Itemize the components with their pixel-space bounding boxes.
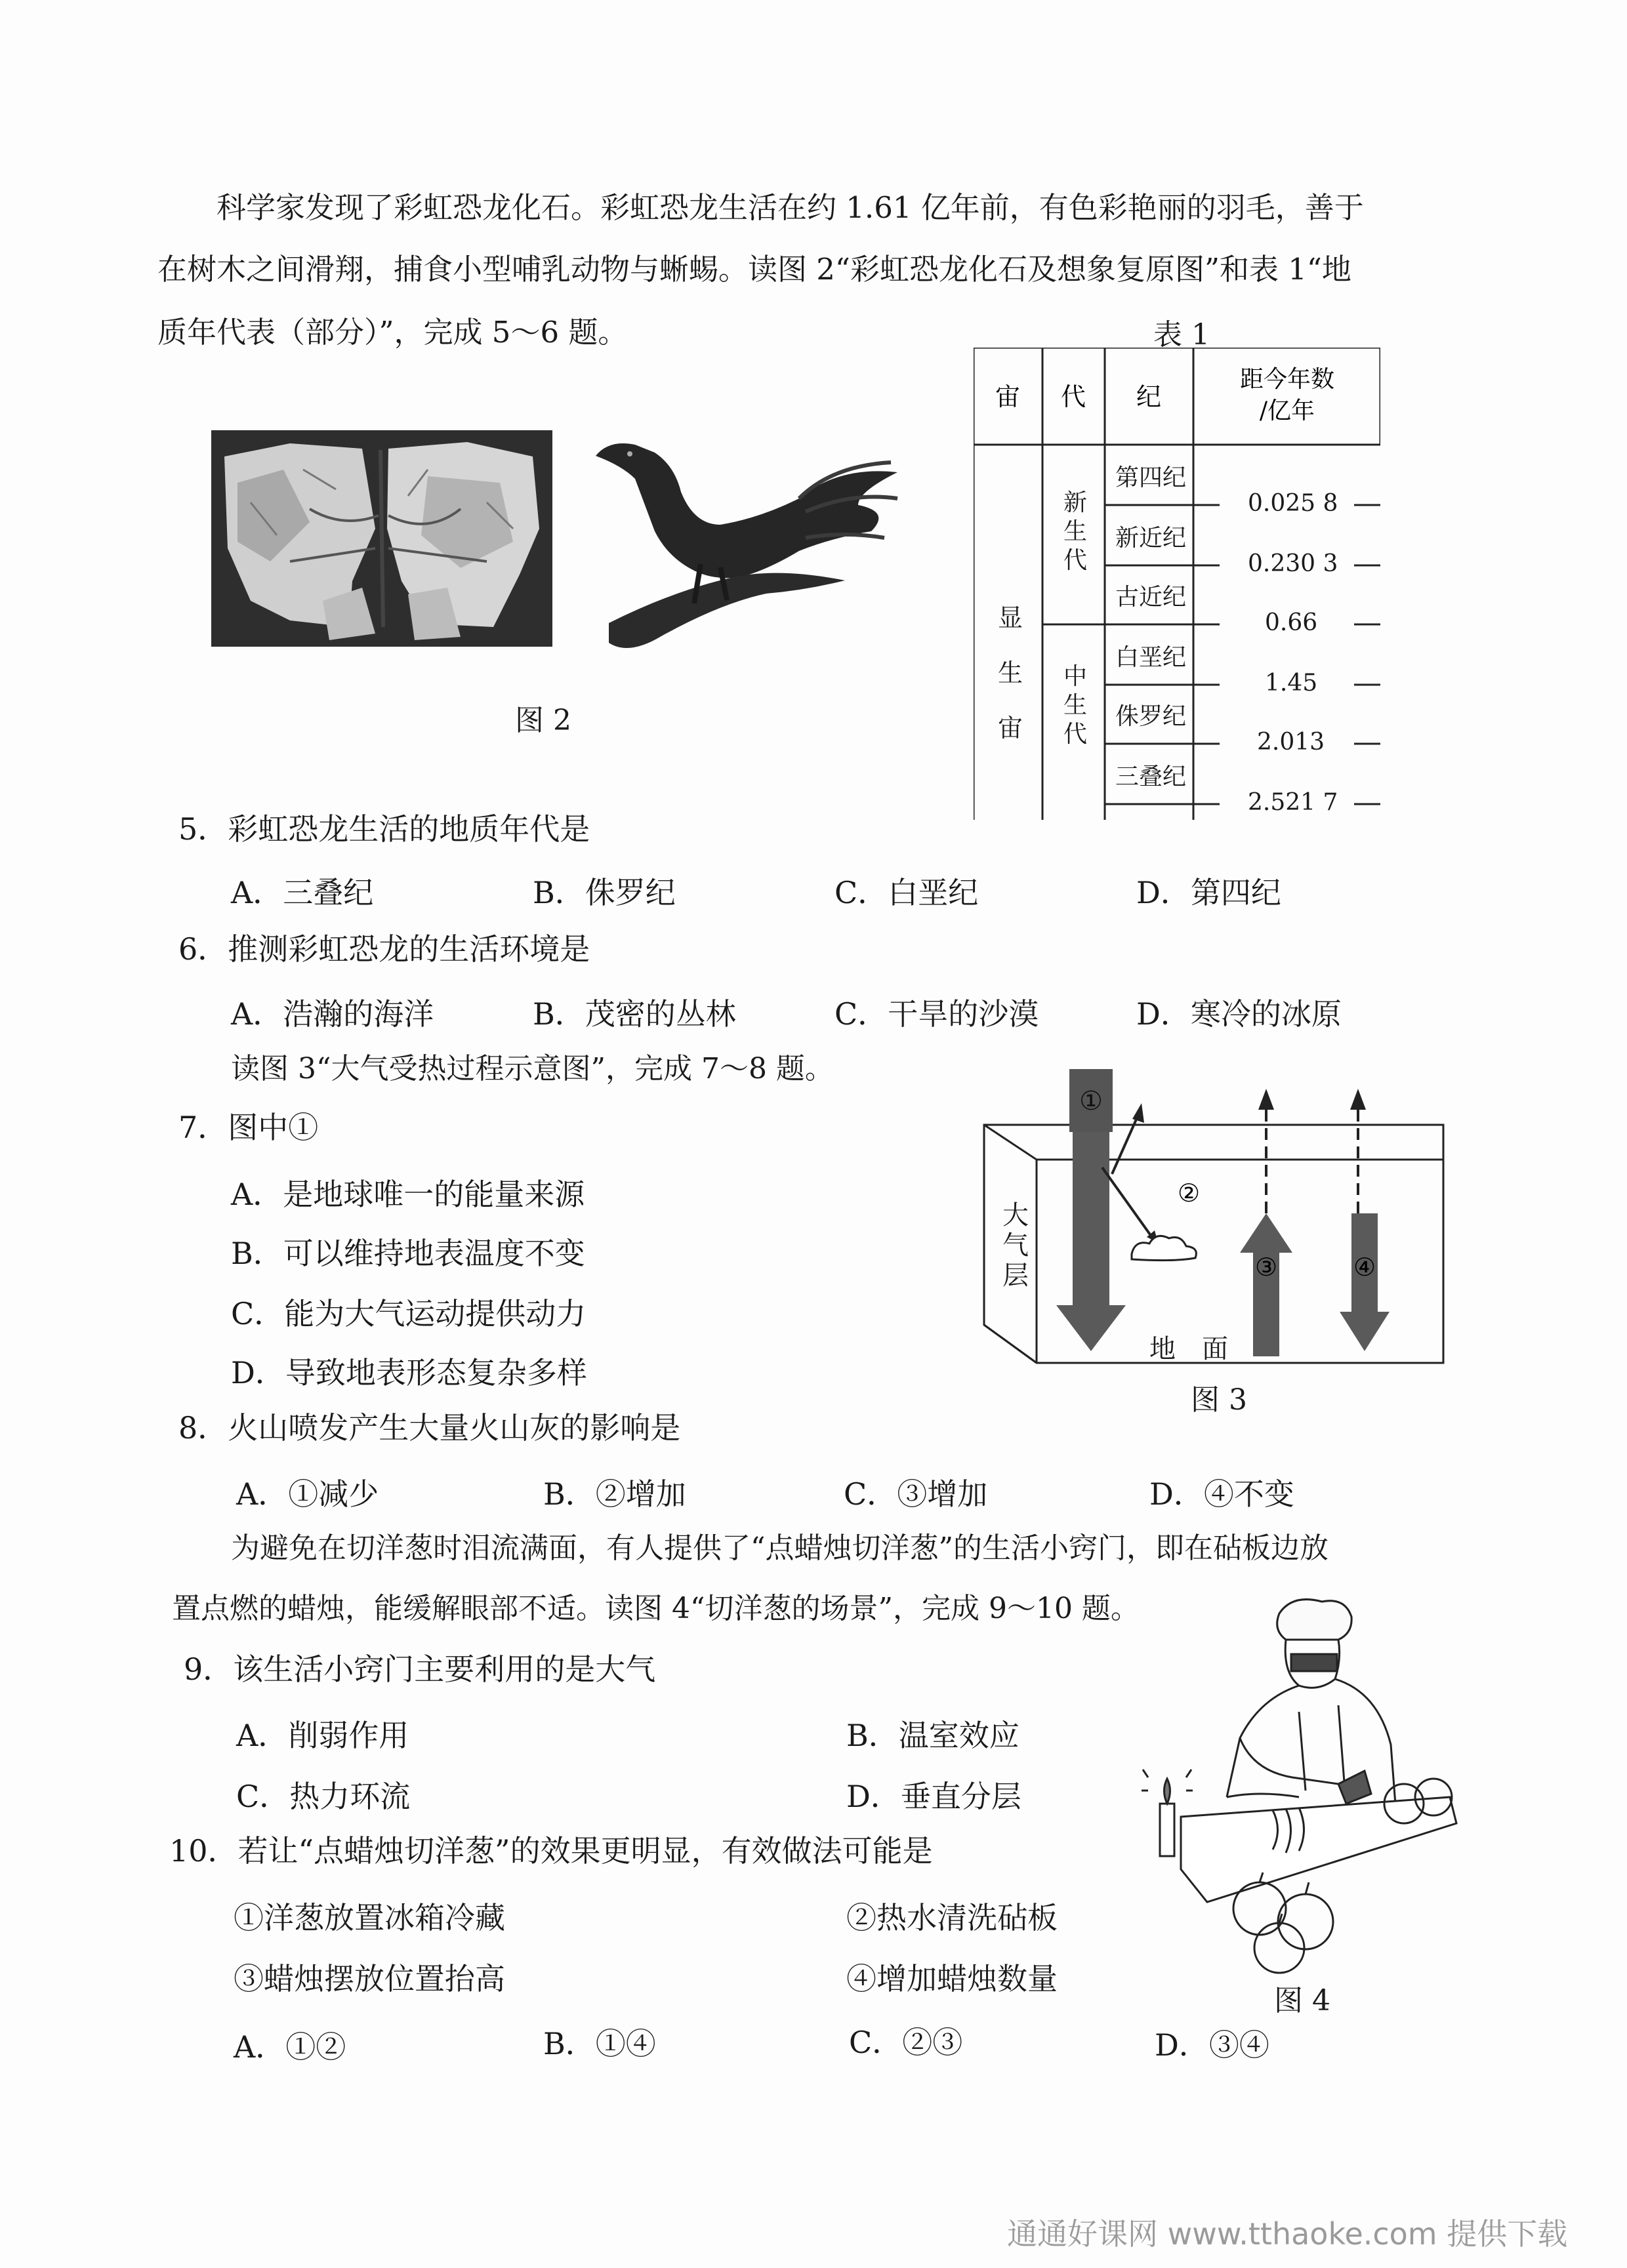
q7-option-d[interactable]: D．导致地表形态复杂多样 [231,1355,587,1390]
period-quaternary: 第四纪 [1115,464,1187,491]
q9-option-b[interactable]: B．温室效应 [846,1718,1019,1753]
q10-option-a[interactable]: A．①② [234,2029,346,2065]
atmospheric-heating-diagram [978,1063,1463,1430]
period-neogene: 新近纪 [1115,525,1187,552]
q9-option-a[interactable]: A．削弱作用 [236,1718,409,1753]
marker-2: ② [1177,1179,1201,1207]
fig3-caption: 图 3 [1191,1383,1247,1417]
q9-stem: 9．该生活小窍门主要利用的是大气 [184,1651,656,1687]
era-mesozoic: 中生代 [1063,663,1087,748]
q6-option-b[interactable]: B．茂密的丛林 [533,996,736,1032]
dinosaur-reconstruction-image [583,426,911,662]
atmosphere-label: 大气层 [1002,1200,1029,1291]
q7-stem: 7．图中① [178,1110,319,1145]
header-era: 代 [1060,382,1086,411]
period-jurassic: 侏罗纪 [1115,703,1187,730]
q7-option-b[interactable]: B．可以维持地表温度不变 [231,1236,585,1271]
q7-option-c[interactable]: C．能为大气运动提供动力 [231,1296,587,1331]
fig4-caption: 图 4 [1274,1984,1330,2017]
q5-option-c[interactable]: C．白垩纪 [834,875,979,910]
q10-statement-2: ②热水清洗砧板 [846,1900,1058,1935]
q8-option-b[interactable]: B．②增加 [543,1476,686,1512]
q10-option-c[interactable]: C．②③ [849,2025,963,2060]
q10-stem: 10．若让“点蜡烛切洋葱”的效果更明显，有效做法可能是 [169,1833,933,1869]
q8-option-d[interactable]: D．④不变 [1149,1476,1294,1512]
q7-option-a[interactable]: A．是地球唯一的能量来源 [231,1177,585,1212]
age-value: 1.45 [1265,670,1318,697]
table1-caption: 表 1 [1153,318,1210,352]
era-cenozoic: 新生代 [1063,489,1087,574]
q6-option-c[interactable]: C．干旱的沙漠 [834,996,1039,1032]
q6-stem: 6．推测彩虹恐龙的生活环境是 [178,931,590,967]
chef-cutting-onions-illustration [1142,1594,1470,1987]
intro-fig4-line-1: 为避免在切洋葱时泪流满面，有人提供了“点蜡烛切洋葱”的生活小窍门，即在砧板边放 [231,1531,1328,1565]
header-eon: 宙 [995,382,1021,411]
ground-label: 地 面 [1149,1334,1228,1364]
marker-3: ③ [1254,1253,1278,1282]
fossil-image [211,430,552,647]
header-age-unit: /亿年 [1259,397,1315,424]
q10-option-d[interactable]: D．③④ [1155,2027,1269,2063]
age-value: 0.025 8 [1248,490,1338,517]
fig2-caption: 图 2 [515,704,571,737]
q10-statement-4: ④增加蜡烛数量 [846,1961,1058,1996]
header-age: 距今年数 [1239,366,1335,393]
intro-fig3: 读图 3“大气受热过程示意图”，完成 7～8 题。 [231,1052,834,1085]
period-paleogene: 古近纪 [1115,584,1187,611]
q8-stem: 8．火山喷发产生大量火山灰的影响是 [178,1410,681,1446]
marker-4: ④ [1353,1253,1376,1282]
intro-fig4-line-2: 置点燃的蜡烛，能缓解眼部不适。读图 4“切洋葱的场景”，完成 9～10 题。 [172,1592,1140,1625]
marker-1: ① [1079,1086,1103,1116]
eon-cell: 显生宙 [997,603,1023,742]
watermark: 通通好课网 www.tthaoke.com 提供下载 [1007,2216,1568,2252]
q9-option-c[interactable]: C．热力环流 [236,1779,411,1814]
q10-option-b[interactable]: B．①④ [543,2026,656,2061]
q6-option-d[interactable]: D．寒冷的冰原 [1136,996,1342,1032]
period-triassic: 三叠纪 [1115,763,1187,790]
q5-option-a[interactable]: A．三叠纪 [231,875,374,910]
intro-line-1: 科学家发现了彩虹恐龙化石。彩虹恐龙生活在约 1.61 亿年前，有色彩艳丽的羽毛，善于 [216,190,1364,225]
age-value: 2.013 [1257,729,1325,756]
age-value: 0.230 3 [1248,550,1338,577]
period-cretaceous: 白垩纪 [1115,644,1187,671]
q6-option-a[interactable]: A．浩瀚的海洋 [231,996,434,1032]
q8-option-c[interactable]: C．③增加 [844,1476,988,1512]
q9-option-d[interactable]: D．垂直分层 [846,1779,1021,1814]
age-value: 2.521 7 [1248,789,1338,816]
q5-option-d[interactable]: D．第四纪 [1136,875,1281,910]
header-period: 纪 [1136,382,1162,411]
q10-statement-3: ③蜡烛摆放位置抬高 [234,1961,505,1996]
q8-option-a[interactable]: A．①减少 [236,1476,379,1512]
q10-statement-1: ①洋葱放置冰箱冷藏 [234,1900,505,1935]
intro-line-2: 在树木之间滑翔，捕食小型哺乳动物与蜥蜴。读图 2“彩虹恐龙化石及想象复原图”和表 1“地 [157,252,1351,287]
q5-stem: 5．彩虹恐龙生活的地质年代是 [178,811,590,847]
intro-line-3: 质年代表（部分）”，完成 5～6 题。 [157,315,628,350]
age-value: 0.66 [1265,609,1318,636]
q5-option-b[interactable]: B．侏罗纪 [533,875,676,910]
